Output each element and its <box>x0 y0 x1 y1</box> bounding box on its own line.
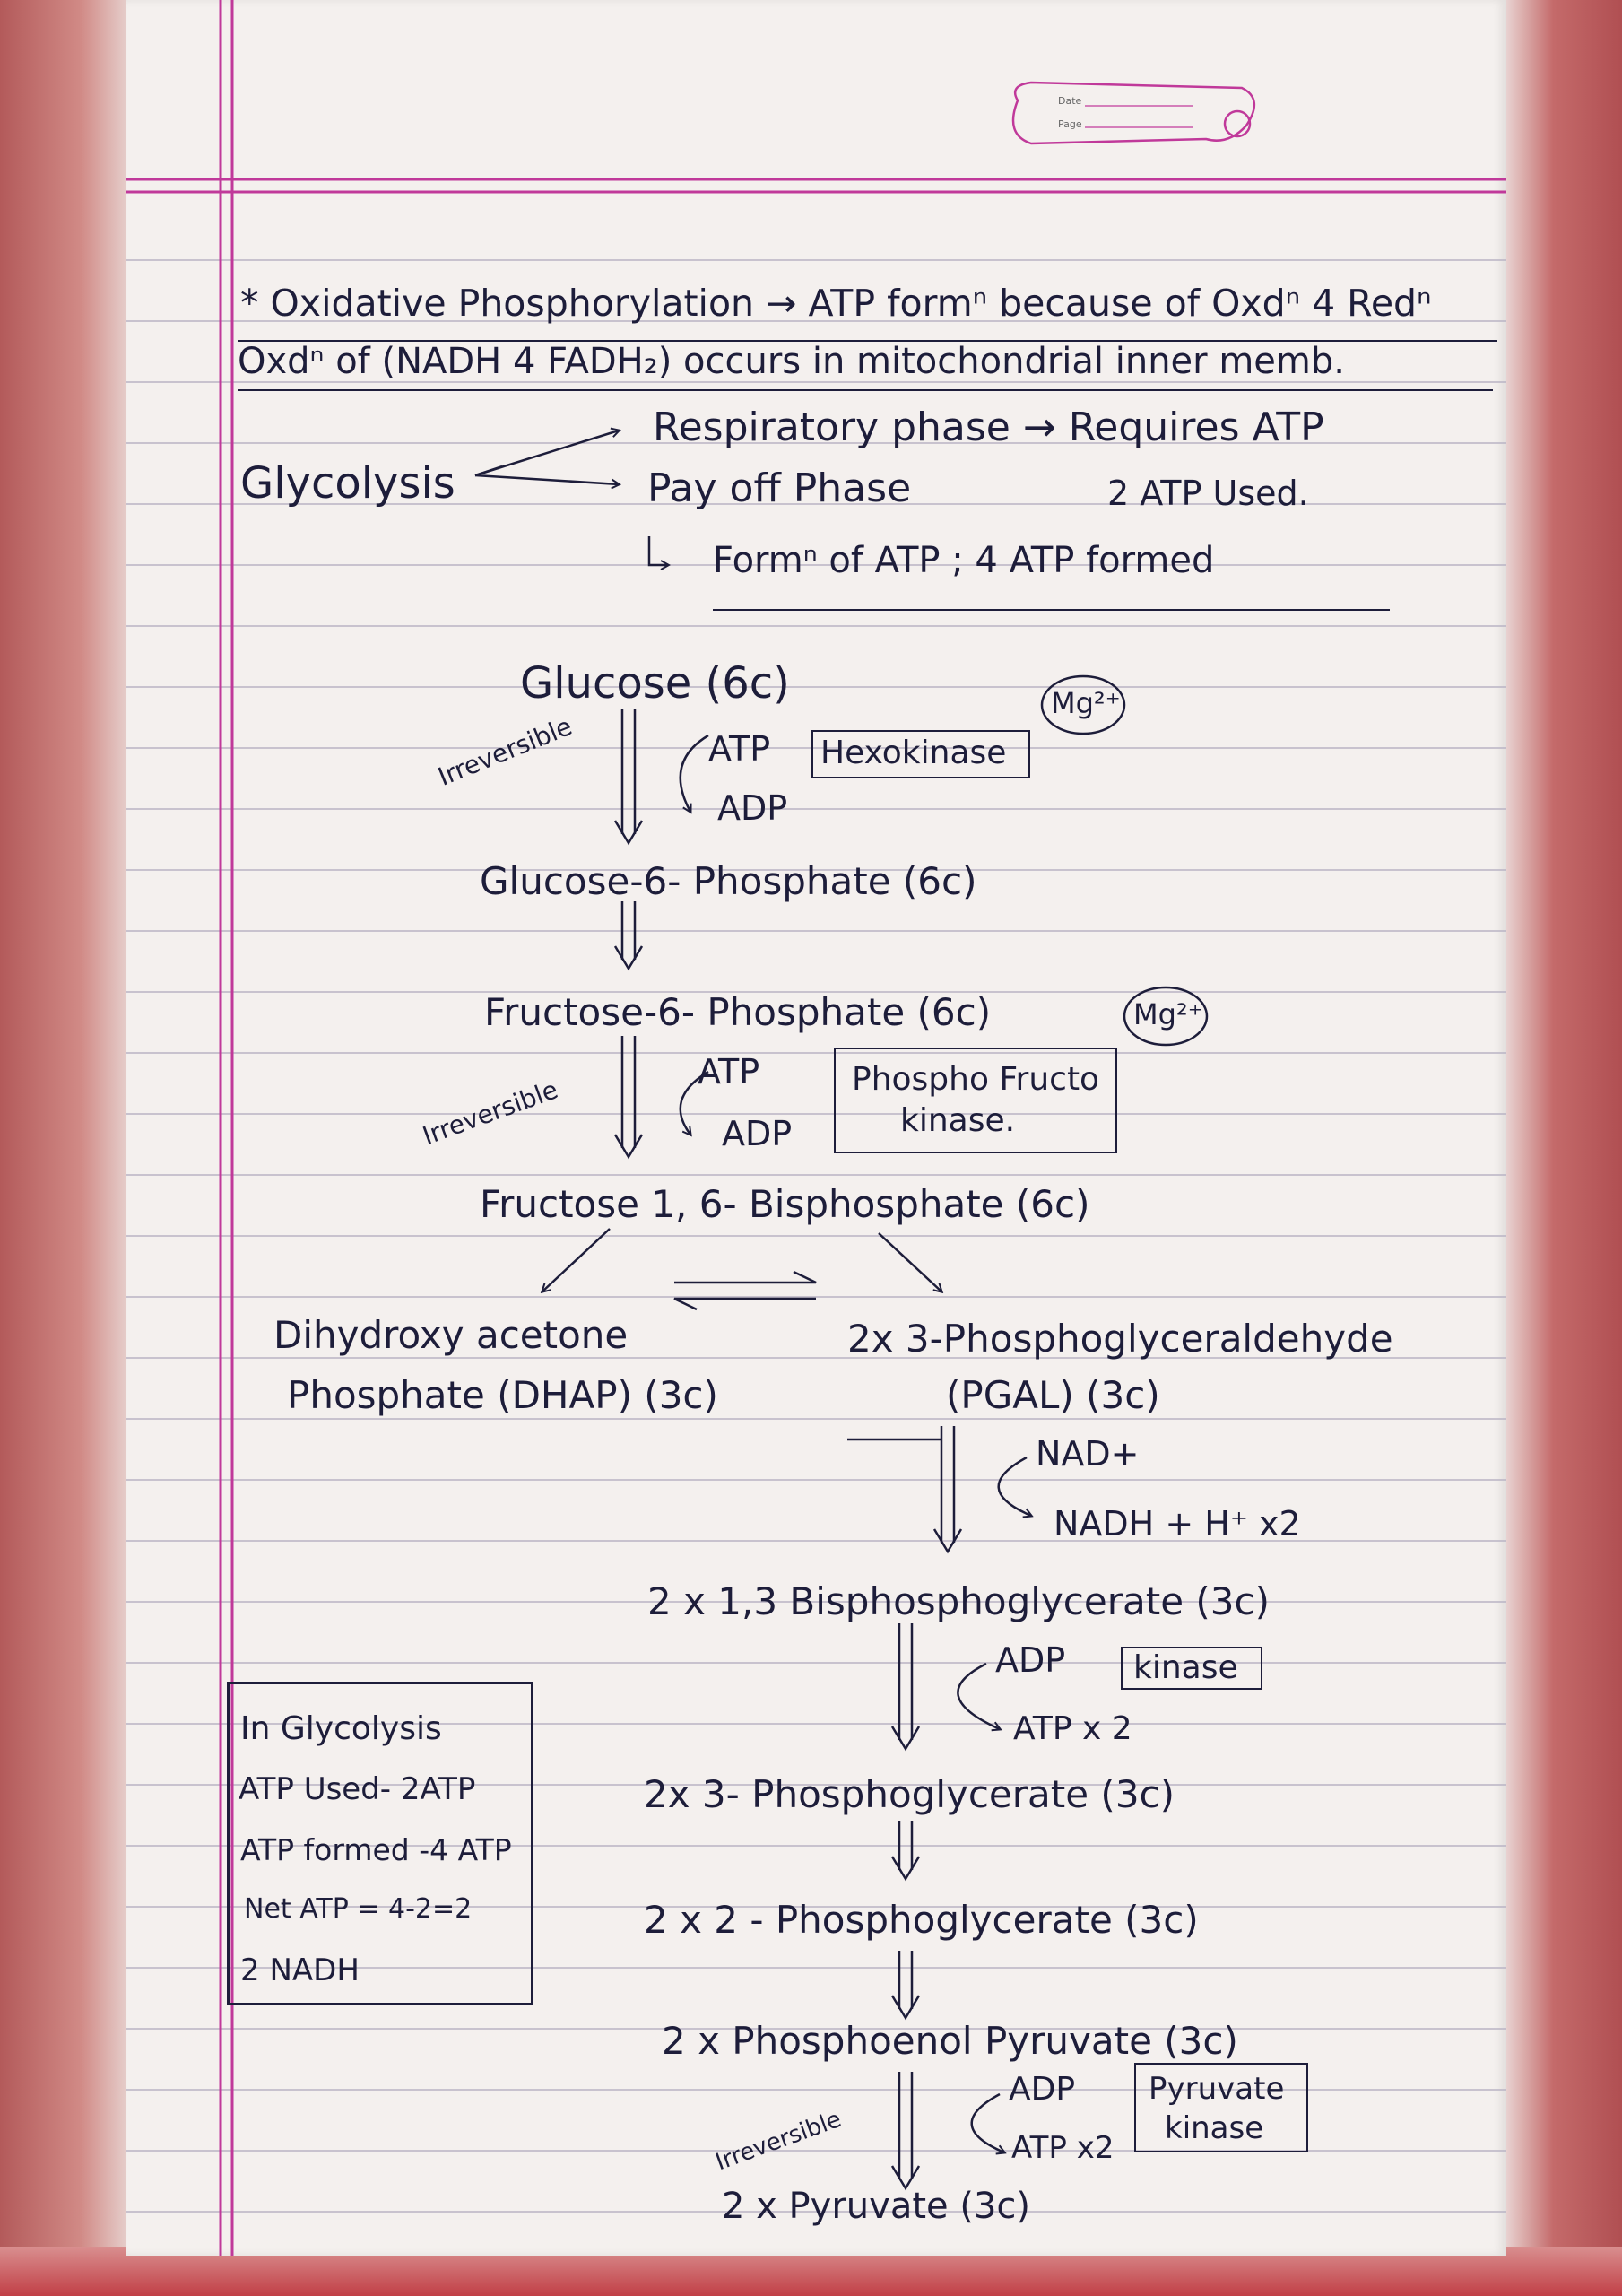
atp-in-2: ATP <box>698 1052 760 1091</box>
atp-in-1: ATP <box>708 729 771 769</box>
nadh-out: NADH + H⁺ x2 <box>1054 1504 1301 1544</box>
date-page-badge <box>1013 83 1254 144</box>
atp-out-3: ATP x 2 <box>1013 1710 1132 1747</box>
summary-net-atp: Net ATP = 4-2=2 <box>244 1893 473 1925</box>
dhap-line-1: Dihydroxy acetone <box>273 1313 629 1357</box>
pk-line-2: kinase <box>1165 2110 1264 2146</box>
adp-in-4: ADP <box>1009 2071 1076 2108</box>
irreversible-label-2: Irreversible <box>418 1074 562 1152</box>
adp-out-1: ADP <box>717 788 788 828</box>
glycolysis-label: Glycolysis <box>240 458 455 509</box>
phase-pay-off-note: 2 ATP Used. <box>1107 474 1309 513</box>
phase-atp-formation: Formⁿ of ATP ; 4 ATP formed <box>713 540 1215 581</box>
phosphoenol-pyruvate: 2 x Phosphoenol Pyruvate (3c) <box>662 2019 1238 2063</box>
intro-line-2: Oxdⁿ of (NADH 4 FADH₂) occurs in mitochondrial inner memb. <box>238 341 1345 382</box>
summary-atp-formed: ATP formed -4 ATP <box>240 1832 512 1867</box>
header-double-line <box>126 179 1506 192</box>
intro-line-1: * Oxidative Phosphorylation → ATP formⁿ because of Oxdⁿ 4 Redⁿ <box>240 282 1432 325</box>
dhap-line-2: Phosphate (DHAP) (3c) <box>287 1373 718 1417</box>
3-phosphoglycerate: 2x 3- Phosphoglycerate (3c) <box>644 1772 1175 1816</box>
adp-out-2: ADP <box>722 1114 793 1153</box>
kinase: kinase <box>1133 1649 1238 1686</box>
hexokinase-box <box>811 730 1030 778</box>
mg-label-1: Mg²⁺ <box>1051 686 1121 720</box>
pfk-line-1: Phospho Fructo <box>852 1061 1100 1098</box>
atp-out-4: ATP x2 <box>1011 2130 1115 2166</box>
date-label: Date <box>1058 95 1082 107</box>
irreversible-label-1: Irreversible <box>433 711 577 792</box>
phosphofructokinase-box <box>834 1048 1117 1153</box>
adp-in-3: ADP <box>995 1640 1066 1680</box>
phase-respiratory: Respiratory phase → Requires ATP <box>653 404 1324 450</box>
nad-in: NAD+ <box>1036 1434 1140 1474</box>
glucose-6-phosphate: Glucose-6- Phosphate (6c) <box>480 859 977 903</box>
summary-nadh: 2 NADH <box>240 1952 360 1988</box>
mg-circles <box>1042 676 1207 1045</box>
pyruvate-kinase-box <box>1134 2063 1308 2152</box>
hexokinase: Hexokinase <box>820 735 1007 771</box>
fructose-1-6-bisphosphate: Fructose 1, 6- Bisphosphate (6c) <box>480 1182 1090 1226</box>
irreversible-label-3: Irreversible <box>712 2105 846 2177</box>
kinase-box <box>1121 1647 1262 1690</box>
page-label: Page <box>1058 118 1082 130</box>
fructose-6-phosphate: Fructose-6- Phosphate (6c) <box>484 990 992 1034</box>
2-phosphoglycerate: 2 x 2 - Phosphoglycerate (3c) <box>644 1898 1199 1942</box>
phase-pay-off: Pay off Phase <box>647 465 912 511</box>
pk-line-1: Pyruvate <box>1149 2071 1285 2107</box>
1-3-bisphosphoglycerate: 2 x 1,3 Bisphosphoglycerate (3c) <box>647 1579 1270 1623</box>
pgal-line-1: 2x 3-Phosphoglyceraldehyde <box>847 1317 1393 1361</box>
mg-label-2: Mg²⁺ <box>1133 997 1203 1031</box>
pfk-line-2: kinase. <box>900 1102 1016 1139</box>
glycolysis-summary-box <box>227 1682 533 2005</box>
summary-title: In Glycolysis <box>240 1710 442 1747</box>
glucose: Glucose (6c) <box>520 658 790 709</box>
pyruvate: 2 x Pyruvate (3c) <box>722 2186 1030 2227</box>
pgal-line-2: (PGAL) (3c) <box>946 1373 1160 1417</box>
summary-atp-used: ATP Used- 2ATP <box>239 1771 476 1807</box>
